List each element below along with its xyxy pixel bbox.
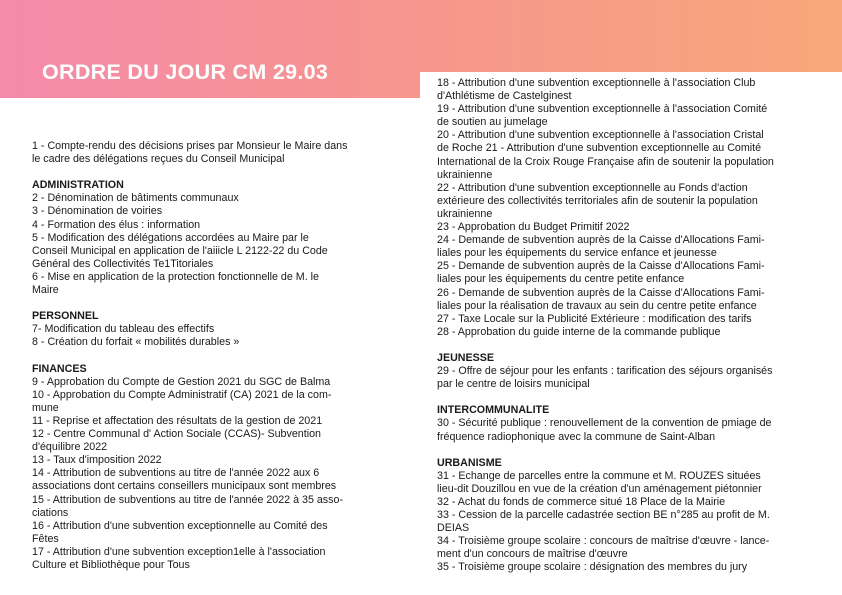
agenda-item-line: 16 - Attribution d'une subvention exceptionnelle au Comité des xyxy=(32,519,328,532)
agenda-item-line: 29 - Offre de séjour pour les enfants : tarification des séjours organisés xyxy=(437,365,773,378)
agenda-item-line: de Roche 21 - Attribution d'une subvention exceptionnelle au Comité xyxy=(437,142,762,155)
agenda-item-line: 15 - Attribution de subventions au titre de l'année 2022 à 35 asso- xyxy=(32,493,344,506)
agenda-item-line: de soutien au jumelage xyxy=(437,116,548,129)
agenda-item-line: 25 - Demande de subvention auprès de la Caisse d'Allocations Fami- xyxy=(437,260,765,273)
agenda-item-line: d'équilibre 2022 xyxy=(32,441,108,454)
agenda-item-line: ment d'un concours de maîtrise d'œuvre xyxy=(437,548,628,561)
agenda-section xyxy=(32,363,416,573)
agenda-item-line: 4 - Formation des élus : information xyxy=(32,218,201,231)
agenda-item-line: 23 - Approbation du Budget Primitif 2022 xyxy=(437,221,630,234)
agenda-item-line: 7- Modification du tableau des effectifs xyxy=(32,323,215,336)
section-heading: INTERCOMMUNALITE xyxy=(437,404,550,417)
agenda-section xyxy=(32,310,416,349)
agenda-item-line: 24 - Demande de subvention auprès de la Caisse d'Allocations Fami- xyxy=(437,234,765,247)
agenda-item-line: 35 - Troisième groupe scolaire : désignation des membres du jury xyxy=(437,561,748,574)
agenda-item-line: 14 - Attribution de subventions au titre de l'année 2022 aux 6 xyxy=(32,467,320,480)
agenda-section xyxy=(437,77,837,339)
agenda-item-line: 3 - Dénomination de voiries xyxy=(32,205,163,218)
agenda-item-line: 18 - Attribution d'une subvention exceptionnelle à l'association Club xyxy=(437,77,756,89)
agenda-section xyxy=(437,457,837,575)
agenda-section xyxy=(32,179,416,297)
section-heading: JEUNESSE xyxy=(437,351,495,364)
agenda-item-line: Général des Collectivités Te1Titoriales xyxy=(32,257,214,270)
agenda-item-line: liales pour les équipements du service enfance et jeunesse xyxy=(437,247,717,260)
agenda-item-line: 27 - Taxe Locale sur la Publicité Extérieure : modification des tarifs xyxy=(437,312,752,325)
agenda-item-line: 33 - Cession de la parcelle cadastrée section BE n°285 au profit de M. xyxy=(437,509,770,522)
section-heading: ADMINISTRATION xyxy=(32,179,124,192)
agenda-item-line: par le centre de loisirs municipal xyxy=(437,378,590,391)
agenda-item-line: ukrainienne xyxy=(437,168,493,181)
agenda-item-line: Conseil Municipal en application de l'aiiicle L 2122-22 du Code xyxy=(32,244,328,257)
agenda-item-line: DEIAS xyxy=(437,522,470,535)
agenda-item-line: 8 - Création du forfait « mobilités durables » xyxy=(32,336,240,349)
agenda-item-line: associations dont certains conseillers municipaux sont membres xyxy=(32,480,337,493)
agenda-item-line: lieu-dit Douzillou en vue de la création d'un aménagement piétonnier xyxy=(437,482,762,495)
agenda-item-line: liales pour les équipements du centre petite enfance xyxy=(437,273,685,286)
agenda-item-line: Fêtes xyxy=(32,532,59,545)
agenda-item-line: 32 - Achat du fonds de commerce situé 18 Place de la Mairie xyxy=(437,496,726,508)
agenda-item-line: 5 - Modification des délégations accordées au Maire par le xyxy=(32,231,309,244)
agenda-section xyxy=(32,140,416,166)
agenda-left-column xyxy=(32,140,416,572)
agenda-item-line: 19 - Attribution d'une subvention exceptionnelle à l'association Comité xyxy=(437,103,768,116)
agenda-item-line: 28 - Approbation du guide interne de la commande publique xyxy=(437,325,721,338)
agenda-item-line: ciations xyxy=(32,506,69,519)
agenda-section xyxy=(437,404,837,443)
agenda-item-line: 30 - Sécurité publique : renouvellement de la convention de pmiage de xyxy=(437,417,772,430)
agenda-item-line: extérieure des collectivités territoriales afin de soutenir la population xyxy=(437,194,758,207)
agenda-item-line: ukrainienne xyxy=(437,207,493,220)
agenda-item-line: Maire xyxy=(32,284,59,297)
agenda-item-line: 9 - Approbation du Compte de Gestion 2021 du SGC de Balma xyxy=(32,375,331,388)
agenda-item-line: fréquence radiophonique avec la commune de Saint-Alban xyxy=(437,430,716,443)
agenda-item-line: 26 - Demande de subvention auprès de la Caisse d'Allocations Fami- xyxy=(437,286,765,299)
agenda-item-line: 22 - Attribution d'une subvention exceptionnelle au Fonds d'action xyxy=(437,181,748,194)
page-title: ORDRE DU JOUR CM 29.03 xyxy=(42,60,329,84)
agenda-item-line: 20 - Attribution d'une subvention exceptionnelle à l'association Cristal xyxy=(437,129,764,142)
agenda-item-line: 34 - Troisième groupe scolaire : concours de maîtrise d'œuvre - lance- xyxy=(437,535,770,548)
agenda-item-line: 2 - Dénomination de bâtiments communaux xyxy=(32,192,239,205)
agenda-item-line: d'Athlétisme de Castelginest xyxy=(437,90,572,103)
agenda-item-line: 31 - Echange de parcelles entre la commune et M. ROUZES situées xyxy=(437,469,761,482)
agenda-item-line: International de la Croix Rouge Française afin de soutenir la population xyxy=(437,155,774,168)
agenda-item-line: mune xyxy=(32,401,59,414)
agenda-item-line: 11 - Reprise et affectation des résultats de la gestion de 2021 xyxy=(32,414,323,427)
agenda-item-line: Culture et Bibliothèque pour Tous xyxy=(32,559,190,571)
section-heading: FINANCES xyxy=(32,362,87,375)
section-heading: PERSONNEL xyxy=(32,310,99,323)
agenda-right-column xyxy=(437,77,837,575)
agenda-item-line: 6 - Mise en application de la protection fonctionnelle de M. le xyxy=(32,270,319,283)
agenda-item-line: 13 - Taux d'imposition 2022 xyxy=(32,454,162,467)
agenda-item-line: le cadre des délégations reçues du Conseil Municipal xyxy=(32,153,285,166)
agenda-item-line: 17 - Attribution d'une subvention exception1elle à l'association xyxy=(32,545,326,558)
section-heading: URBANISME xyxy=(437,456,502,469)
agenda-item-line: 10 - Approbation du Compte Administratif (CA) 2021 de la com- xyxy=(32,388,332,401)
agenda-item-line: 1 - Compte-rendu des décisions prises par Monsieur le Maire dans xyxy=(32,140,348,152)
agenda-item-line: 12 - Centre Communal d' Action Sociale (CCAS)- Subvention xyxy=(32,428,321,441)
agenda-section xyxy=(437,352,837,391)
agenda-item-line: liales pour la réalisation de travaux au sein du centre petite enfance xyxy=(437,299,757,312)
